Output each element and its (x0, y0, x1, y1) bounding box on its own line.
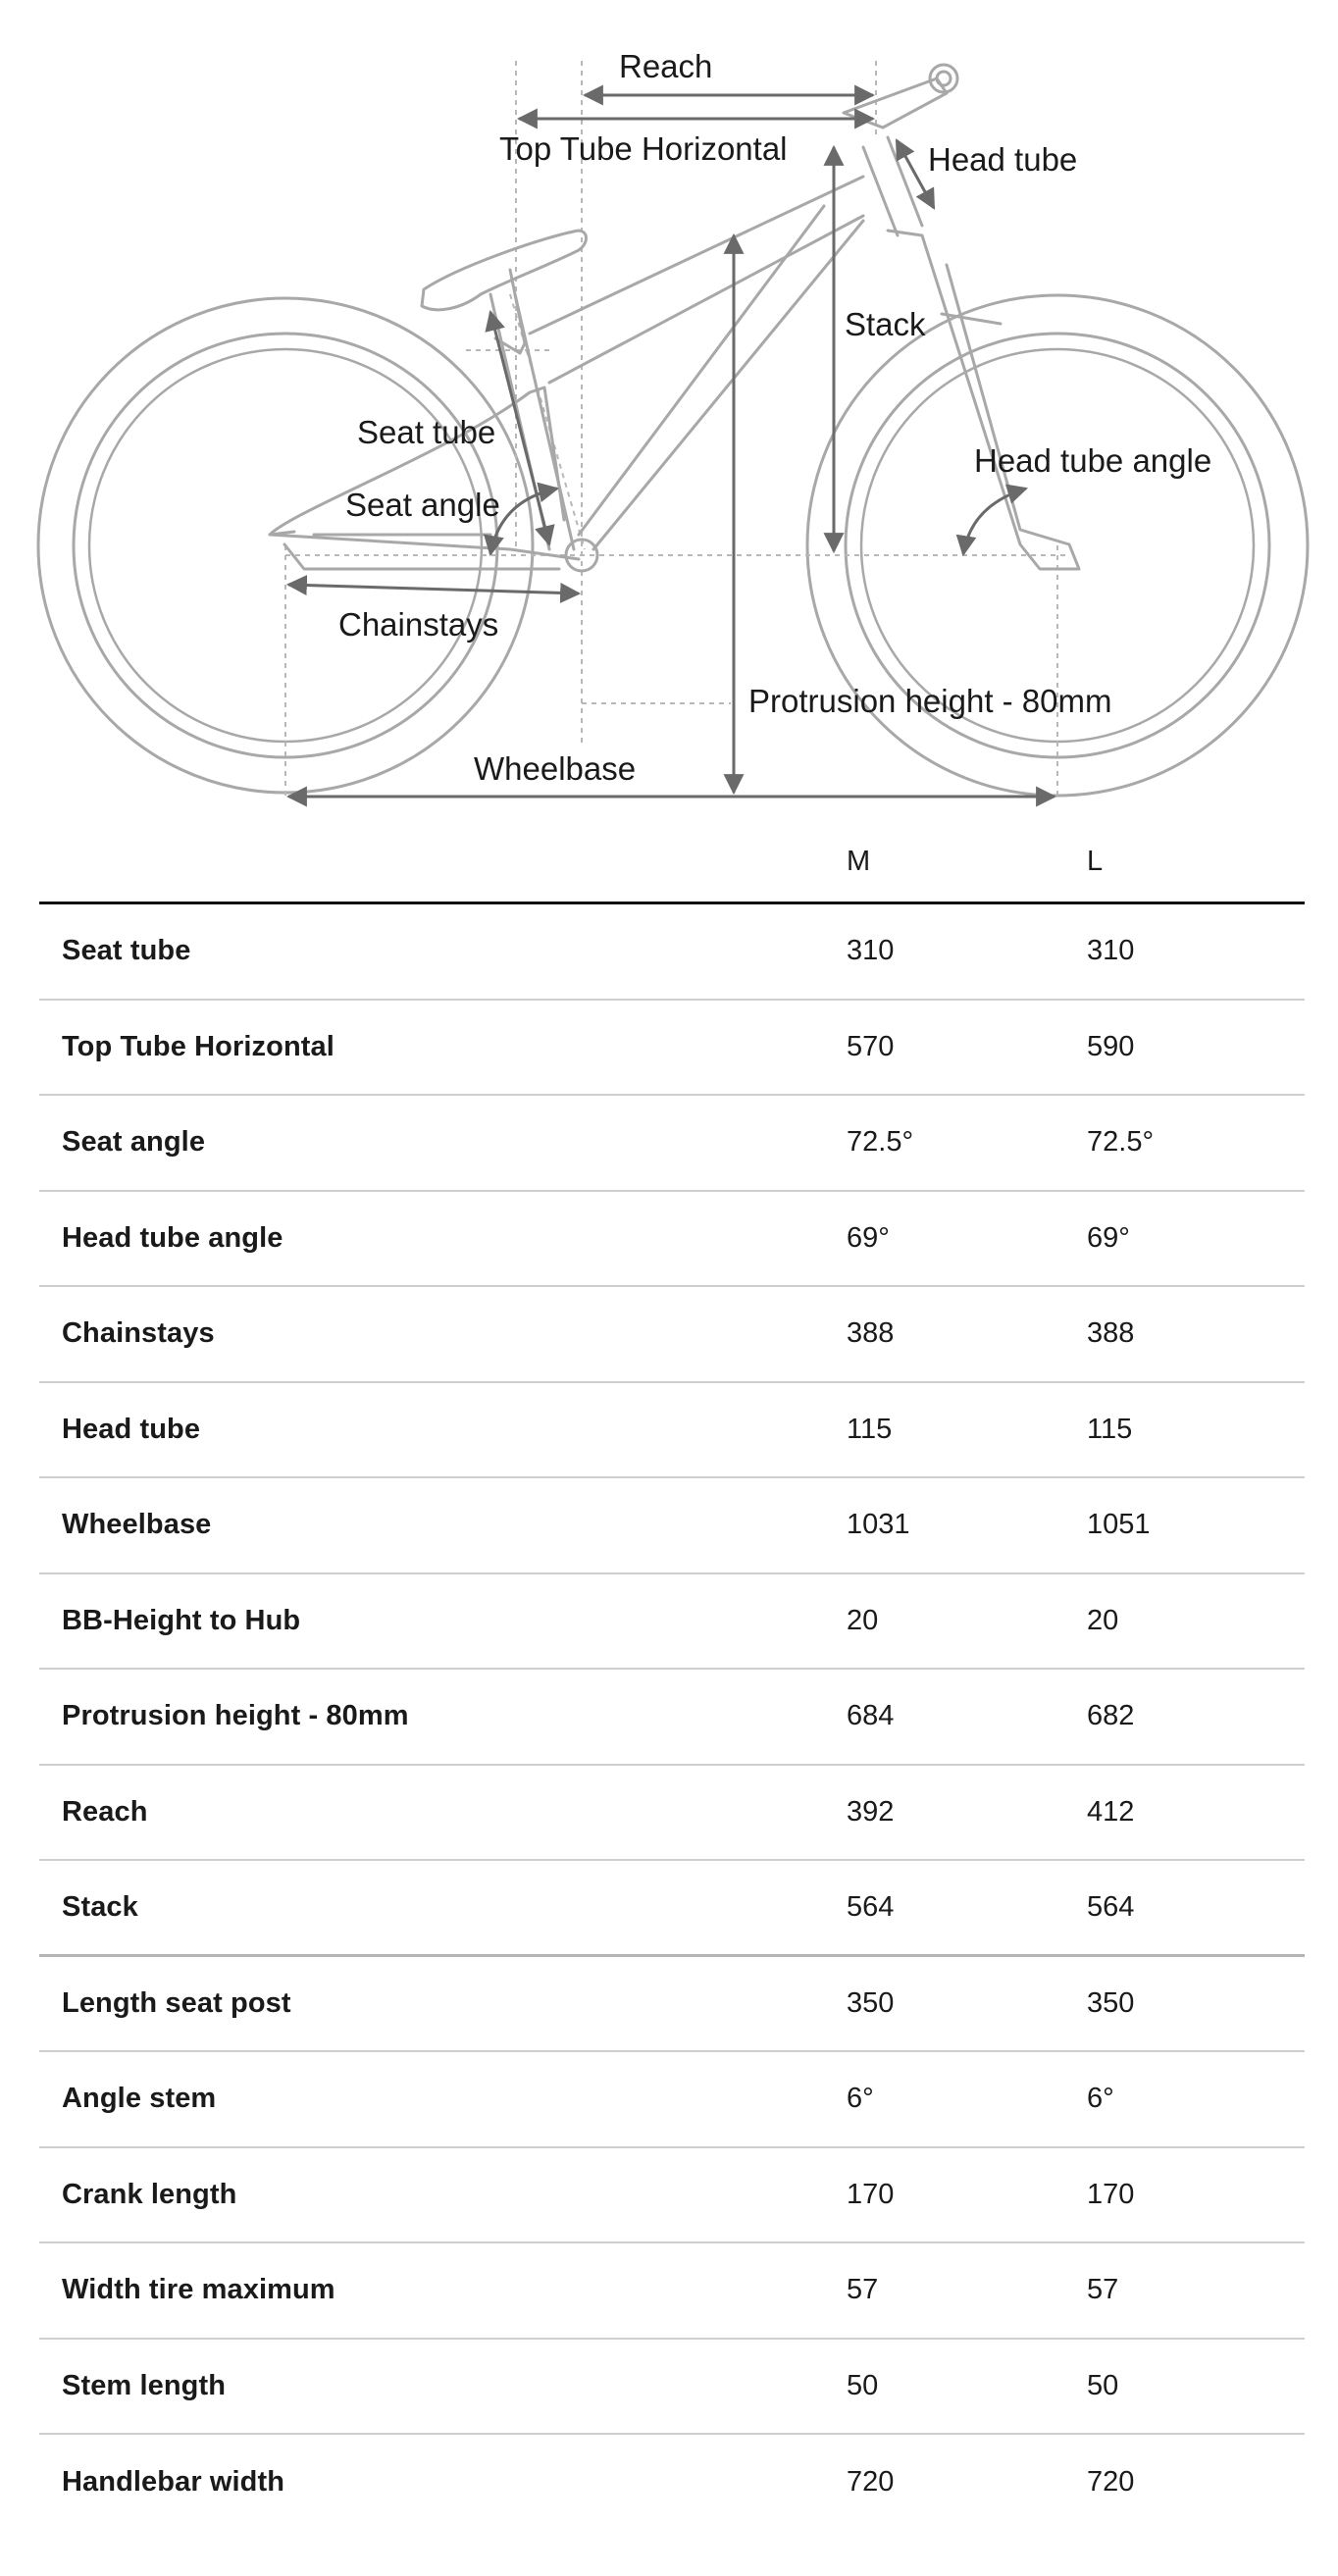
value-m: 72.5° (847, 1126, 914, 1159)
table-row (39, 904, 1305, 1001)
table-row (39, 1478, 1305, 1574)
value-l: 57 (1087, 2274, 1119, 2306)
table-row (39, 1574, 1305, 1671)
row-label: Seat tube (62, 935, 191, 967)
value-l: 50 (1087, 2369, 1119, 2401)
value-l: 6° (1087, 2083, 1114, 2115)
value-l: 310 (1087, 935, 1135, 967)
table-row (39, 1001, 1305, 1097)
table-row (39, 2340, 1305, 2436)
row-label: Handlebar width (62, 2466, 285, 2499)
table-header-row (39, 822, 1305, 904)
table-row (39, 2148, 1305, 2244)
value-m: 388 (847, 1317, 895, 1350)
value-l: 720 (1087, 2466, 1135, 2499)
value-l: 72.5° (1087, 1126, 1155, 1159)
table-row (39, 1957, 1305, 2053)
row-label: Wheelbase (62, 1509, 212, 1541)
column-header-m: M (847, 846, 871, 877)
label-seat-angle: Seat angle (345, 487, 500, 523)
label-wheelbase: Wheelbase (474, 750, 637, 787)
row-label: Angle stem (62, 2083, 217, 2115)
table-row (39, 2435, 1305, 2531)
label-protrusion-height: Protrusion height - 80mm (748, 683, 1112, 719)
table-row (39, 1192, 1305, 1288)
table-body (39, 904, 1305, 2531)
value-l: 388 (1087, 1317, 1135, 1350)
table-row (39, 1670, 1305, 1766)
row-label: Length seat post (62, 1986, 291, 2019)
value-m: 392 (847, 1795, 895, 1828)
row-label: Head tube (62, 1413, 201, 1445)
value-m: 350 (847, 1986, 895, 2019)
value-l: 1051 (1087, 1509, 1151, 1541)
value-m: 1031 (847, 1509, 910, 1541)
geometry-diagram (0, 0, 1338, 819)
table-row (39, 1766, 1305, 1862)
table-row (39, 1861, 1305, 1957)
value-m: 684 (847, 1700, 895, 1732)
row-label: Head tube angle (62, 1221, 283, 1254)
row-label: Chainstays (62, 1317, 215, 1350)
value-l: 682 (1087, 1700, 1135, 1732)
value-l: 412 (1087, 1795, 1135, 1828)
value-l: 564 (1087, 1890, 1135, 1923)
value-l: 350 (1087, 1986, 1135, 2019)
column-header-l: L (1087, 846, 1104, 877)
table-row (39, 1383, 1305, 1479)
geometry-table (39, 822, 1305, 2531)
label-chainstays: Chainstays (338, 606, 499, 643)
label-head-tube: Head tube (928, 141, 1078, 178)
value-l: 20 (1087, 1604, 1119, 1636)
chainstays-arrow (288, 585, 579, 593)
table-row (39, 2052, 1305, 2148)
row-label: Stem length (62, 2369, 227, 2401)
table-row (39, 1287, 1305, 1383)
label-head-tube-angle: Head tube angle (974, 442, 1212, 479)
row-label: Seat angle (62, 1126, 206, 1159)
value-m: 6° (847, 2083, 874, 2115)
value-m: 720 (847, 2466, 895, 2499)
row-label: Top Tube Horizontal (62, 1030, 334, 1062)
value-l: 115 (1087, 1413, 1133, 1445)
value-l: 69° (1087, 1221, 1130, 1254)
bike-geometry-svg (0, 0, 1338, 819)
row-label: Reach (62, 1795, 148, 1828)
row-label: Protrusion height - 80mm (62, 1700, 409, 1732)
row-label: Stack (62, 1890, 138, 1923)
label-reach: Reach (619, 48, 713, 84)
value-m: 564 (847, 1890, 895, 1923)
value-m: 20 (847, 1604, 879, 1636)
label-seat-tube: Seat tube (357, 414, 496, 450)
row-label: BB-Height to Hub (62, 1604, 301, 1636)
label-top-tube-horizontal: Top Tube Horizontal (499, 130, 788, 167)
value-m: 570 (847, 1030, 895, 1062)
value-l: 590 (1087, 1030, 1135, 1062)
value-m: 115 (847, 1413, 893, 1445)
value-m: 69° (847, 1221, 890, 1254)
row-label: Width tire maximum (62, 2274, 335, 2306)
table-row (39, 2243, 1305, 2340)
value-m: 310 (847, 935, 895, 967)
value-m: 57 (847, 2274, 879, 2306)
row-label: Crank length (62, 2178, 237, 2210)
value-l: 170 (1087, 2178, 1135, 2210)
value-m: 170 (847, 2178, 895, 2210)
table-row (39, 1096, 1305, 1192)
label-stack: Stack (845, 306, 926, 342)
value-m: 50 (847, 2369, 879, 2401)
